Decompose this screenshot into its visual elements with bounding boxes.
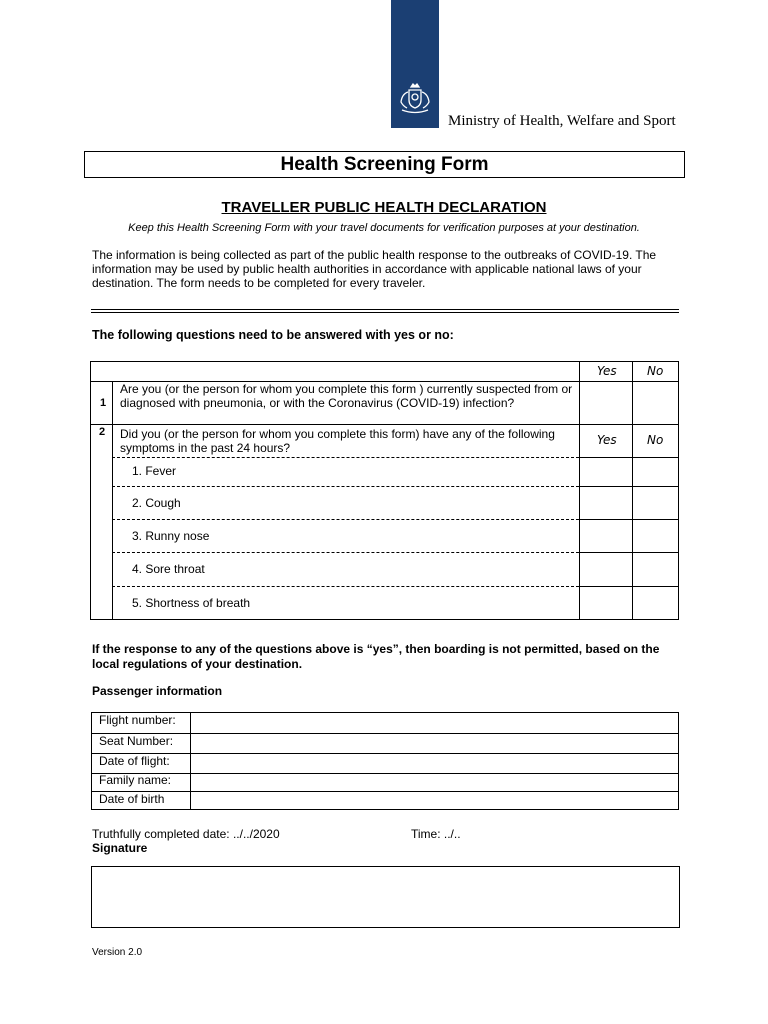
question-1-yes-cell[interactable]: [580, 382, 632, 424]
symptom-shortness-of-breath: 5. Shortness of breath: [132, 596, 251, 610]
yes-column-header: Yes: [597, 433, 617, 447]
date-of-flight-label: Date of flight:: [99, 754, 170, 768]
family-name-field[interactable]: [191, 774, 678, 791]
question-number: 1: [100, 397, 107, 409]
intro-paragraph: The information is being collected as part of the public health response to the outbreaks of COVID-19. The information may be used by public health authorities in accordance with applicable national laws of your destination. The form needs to be completed for every traveler.: [92, 248, 657, 290]
shortness-of-breath-yes-cell[interactable]: [580, 587, 632, 619]
question-text: Are you (or the person for whom you complete this form ) currently suspected from or diagnosed with pneumonia, or with the Coronavirus (COVID-19) infection?: [120, 382, 573, 410]
shortness-of-breath-no-cell[interactable]: [633, 587, 679, 619]
fever-yes-cell[interactable]: [580, 458, 632, 486]
flight-number-label: Flight number:: [99, 713, 176, 727]
question-text: Did you (or the person for whom you complete this form) have any of the following symptoms in the past 24 hours?: [120, 427, 555, 455]
questions-table: [90, 361, 679, 620]
divider: [91, 309, 679, 310]
questions-heading: The following questions need to be answered with yes or no:: [92, 328, 454, 342]
signature-label: Signature: [92, 841, 148, 855]
table-divider: [112, 381, 113, 619]
logo-bar: [391, 0, 439, 128]
dashed-divider: [112, 486, 579, 487]
flight-number-field[interactable]: [191, 713, 678, 733]
symptom-sore-throat: 4. Sore throat: [132, 562, 205, 576]
coat-of-arms-icon: [397, 80, 433, 116]
ministry-name: Ministry of Health, Welfare and Sport: [448, 113, 676, 129]
seat-number-field[interactable]: [191, 734, 678, 753]
no-column-header: No: [647, 433, 664, 447]
runny-nose-no-cell[interactable]: [633, 520, 679, 552]
sore-throat-yes-cell[interactable]: [580, 553, 632, 586]
completed-date: Truthfully completed date: ../../2020: [92, 827, 280, 841]
divider: [91, 312, 679, 313]
symptom-cough: 2. Cough: [132, 496, 181, 510]
completed-time: Time: ../..: [411, 827, 461, 841]
no-column-header: No: [647, 364, 664, 378]
runny-nose-yes-cell[interactable]: [580, 520, 632, 552]
dashed-divider: [112, 519, 579, 520]
question-1-no-cell[interactable]: [633, 382, 679, 424]
date-of-birth-label: Date of birth: [99, 792, 165, 806]
cough-no-cell[interactable]: [633, 487, 679, 519]
version-label: Version 2.0: [92, 947, 143, 958]
signature-field[interactable]: [91, 866, 680, 928]
symptom-runny-nose: 3. Runny nose: [132, 529, 210, 543]
boarding-warning: If the response to any of the questions above is “yes”, then boarding is not permitted, based on the local regulations of your destination.: [92, 642, 660, 671]
family-name-label: Family name:: [99, 773, 172, 787]
table-divider: [91, 424, 678, 425]
declaration-title: TRAVELLER PUBLIC HEALTH DECLARATION: [221, 199, 547, 216]
passenger-table: [91, 712, 679, 810]
fever-no-cell[interactable]: [633, 458, 679, 486]
cough-yes-cell[interactable]: [580, 487, 632, 519]
dashed-divider: [112, 586, 579, 587]
seat-number-label: Seat Number:: [99, 734, 174, 748]
form-title: Health Screening Form: [84, 151, 685, 178]
date-of-birth-field[interactable]: [191, 792, 678, 809]
yes-column-header: Yes: [597, 364, 617, 378]
passenger-heading: Passenger information: [92, 684, 223, 698]
date-of-flight-field[interactable]: [191, 754, 678, 773]
dashed-divider: [112, 552, 579, 553]
sore-throat-no-cell[interactable]: [633, 553, 679, 586]
symptom-fever: 1. Fever: [132, 464, 177, 478]
question-number: 2: [99, 426, 106, 438]
dashed-divider: [112, 457, 579, 458]
declaration-subtitle: Keep this Health Screening Form with your travel documents for verification purposes at your destination.: [128, 222, 640, 234]
